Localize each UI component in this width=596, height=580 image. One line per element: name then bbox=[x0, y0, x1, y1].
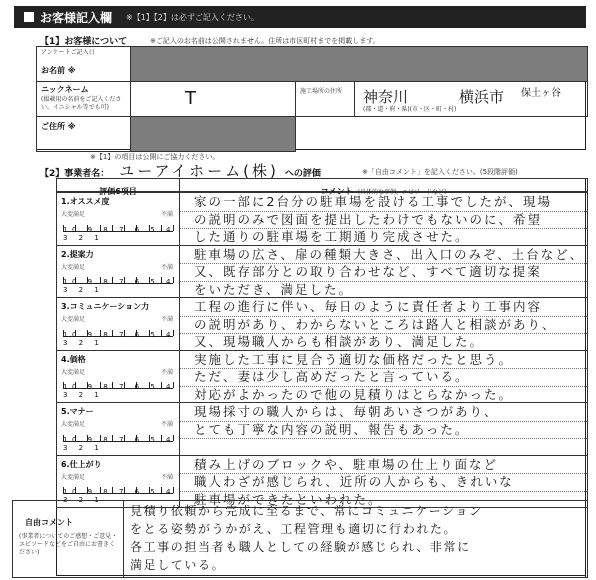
name-label: お名前 bbox=[41, 66, 65, 75]
eval-comment-line: 又、現場職人からも相談があり、満足した。 bbox=[194, 334, 485, 349]
eval-comment-line: の説明のみで図面を提出したわけでもないのに、希望 bbox=[194, 211, 543, 227]
col-comment-header: コメント (具体的な事例、エピソードなど) bbox=[179, 178, 588, 192]
site-address-field[interactable] bbox=[354, 81, 588, 117]
eval-comment-line: 職人わざが感じられ、近所の人からも、きれいな bbox=[194, 474, 514, 489]
eval-comment-line: とても丁寧な内容の説明、報告もあった。 bbox=[194, 421, 470, 437]
eval-item-cell bbox=[56, 245, 180, 299]
eval-item-cell bbox=[56, 297, 180, 351]
eval-comment-line: 工程の進行に伴い、毎日のように責任者より工事内容 bbox=[194, 299, 543, 314]
scale-top-right-label: 不満 bbox=[160, 316, 173, 323]
name-label-cell bbox=[36, 46, 131, 82]
free-comment-note: (事業者についてのご感想・ご意見・エピソードなどをご自由にお書きください) bbox=[19, 533, 118, 556]
eval-item-title: 1.オススメ度 bbox=[61, 197, 110, 206]
customer-info-box bbox=[36, 46, 586, 150]
eval-item-title: 5.マナー bbox=[61, 407, 94, 416]
scale-top-right-label: 不満 bbox=[160, 421, 173, 428]
survey-date-label: アンケートご記入日 bbox=[41, 49, 95, 56]
company-name: ユーアイホーム(株) bbox=[119, 162, 279, 180]
scale-top-left-label: 大変満足 bbox=[61, 263, 86, 271]
square-icon bbox=[24, 12, 34, 22]
header-note: ※【1】【2】は必ずご記入ください。 bbox=[126, 12, 259, 22]
eval-item-title: 3.コミュニケーション力 bbox=[61, 302, 150, 311]
address-label: ご住所 bbox=[41, 122, 65, 131]
site-address-label: 施工場所の住所 bbox=[300, 88, 343, 95]
eval-comment-line: の説明があり、わからないところは路人と相談があり、 bbox=[194, 316, 557, 332]
eval-comment-line: 駐車場の広さ、扉の種類大きさ、出入口のみぞ、土台など、 bbox=[194, 246, 585, 262]
scale-top-right-label: 不満 bbox=[160, 211, 173, 218]
eval-comment-line: した通りの駐車場を工期通り完成させた。 bbox=[194, 229, 470, 244]
eval-comment-cell[interactable] bbox=[179, 297, 588, 351]
eval-comment-line: 又、既存部分との取り合わせなど、すべて適切な提案 bbox=[194, 264, 542, 279]
scale-numbers: 10 9 8 7 6 5 4 3 2 1 bbox=[63, 488, 175, 504]
eval-comment-line: 対応がよかったので他の見積りはとらなかった。 bbox=[194, 386, 514, 402]
eval-comment-line: 家の一部に2台分の駐車場を設ける工事でしたが、現場 bbox=[194, 194, 552, 209]
address-label-cell bbox=[36, 116, 131, 152]
col-item-header: 評価6項目 bbox=[56, 178, 180, 192]
section2-title-prefix: 【2】事業者名： bbox=[40, 169, 110, 179]
nickname-field[interactable] bbox=[130, 81, 296, 117]
section2-title-suffix: への評価 bbox=[284, 169, 321, 179]
eval-comment-line: 積み上げのブロックや、駐車場の仕上り面など bbox=[194, 456, 499, 472]
site-prefecture: 神奈川 bbox=[363, 88, 409, 106]
eval-item-cell bbox=[56, 402, 180, 456]
scale-numbers: 10 9 8 7 6 5 4 3 2 1 bbox=[63, 225, 175, 242]
header-bar bbox=[14, 6, 586, 28]
scale-top-right-label: 不満 bbox=[160, 263, 173, 271]
nickname-value: T bbox=[185, 88, 196, 109]
ruled-line bbox=[180, 438, 587, 439]
name-field-redacted bbox=[130, 46, 588, 82]
scale-numbers: 10 9 8 7 6 5 4 3 2 1 bbox=[63, 278, 175, 294]
section2-note: ※「自由コメント」を記入ください。(5段階評価) bbox=[362, 168, 518, 176]
scale-top-left-label: 大変満足 bbox=[61, 368, 86, 376]
eval-comment-cell[interactable] bbox=[179, 402, 588, 456]
eval-comment-line: 駐車場ができたといわれた。 bbox=[194, 491, 383, 507]
free-comment-line: 見積り依頼から完成に至るまで、常にコミュニケーション bbox=[130, 504, 483, 518]
name-required-mark: ※ bbox=[67, 66, 76, 75]
site-ward-value: 保土ヶ谷 bbox=[521, 88, 561, 99]
free-comment-line: をとる姿勢がうかがえ、工程管理も適切に行われた。 bbox=[130, 522, 458, 536]
free-comment-title: 自由コメント bbox=[25, 518, 73, 527]
section1-note: ※ご記入のお名前は公開されません。住所は市区町村までを掲載します。 bbox=[150, 37, 380, 45]
address-field-redacted bbox=[130, 116, 296, 152]
eval-comment-cell[interactable] bbox=[179, 350, 588, 404]
nickname-note: (掲載用の名前をご記入ください。イニシャル等でも可) bbox=[41, 96, 122, 111]
site-address-label-cell bbox=[295, 81, 355, 117]
nickname-label-cell bbox=[36, 81, 131, 117]
scale-top-right-label: 不満 bbox=[160, 368, 173, 376]
eval-item-cell bbox=[56, 350, 180, 404]
free-comment-line: 各工事の担当者も職人としての経験が感じられ、非常に bbox=[130, 540, 471, 554]
nickname-label: ニックネーム bbox=[41, 85, 89, 94]
free-comment-label-cell bbox=[12, 500, 124, 578]
eval-comment-cell[interactable] bbox=[179, 192, 588, 246]
eval-item-title: 2.提案力 bbox=[61, 249, 94, 259]
scale-numbers: 10 9 8 7 6 5 4 3 2 1 bbox=[63, 435, 175, 452]
scale-top-left-label: 大変満足 bbox=[61, 316, 86, 323]
eval-item-cell bbox=[56, 192, 180, 246]
scale-numbers: 10 9 8 7 6 5 4 3 2 1 bbox=[63, 330, 175, 347]
free-comment-box bbox=[12, 500, 586, 578]
section1-title: 【1】お客様について bbox=[40, 37, 128, 47]
eval-comment-line: 現場採寸の職人からは、毎朝あいさつがあり、 bbox=[194, 404, 499, 419]
scale-top-right-label: 不満 bbox=[160, 473, 173, 481]
site-address-note: (都・道・府・県)(市・区・町・村) bbox=[363, 106, 457, 113]
eval-comment-cell[interactable] bbox=[179, 245, 588, 299]
eval-comment-line: をいただき、満足した。 bbox=[194, 281, 354, 297]
eval-item-title: 6.仕上がり bbox=[61, 459, 102, 469]
section1-footer-note: ※【1】の項目は公開にご協力ください。 bbox=[90, 153, 220, 161]
free-comment-field[interactable] bbox=[123, 500, 588, 578]
scale-top-left-label: 大変満足 bbox=[61, 421, 86, 428]
scale-numbers: 10 9 8 7 6 5 4 3 2 1 bbox=[63, 383, 175, 399]
eval-comment-line: 実施した工事に見合う適切な価格だったと思う。 bbox=[194, 351, 514, 367]
header-title: お客様記入欄 bbox=[40, 10, 113, 25]
scale-top-left-label: 大変満足 bbox=[61, 211, 86, 218]
address-required-mark: ※ bbox=[67, 122, 76, 131]
scale-top-left-label: 大変満足 bbox=[61, 473, 86, 481]
eval-comment-line: ただ、妻は少し高めだったと言っている。 bbox=[194, 369, 470, 384]
free-comment-line: 満足している。 bbox=[130, 558, 226, 572]
eval-item-title: 4.価格 bbox=[61, 354, 86, 364]
site-city: 横浜市 bbox=[459, 88, 505, 106]
